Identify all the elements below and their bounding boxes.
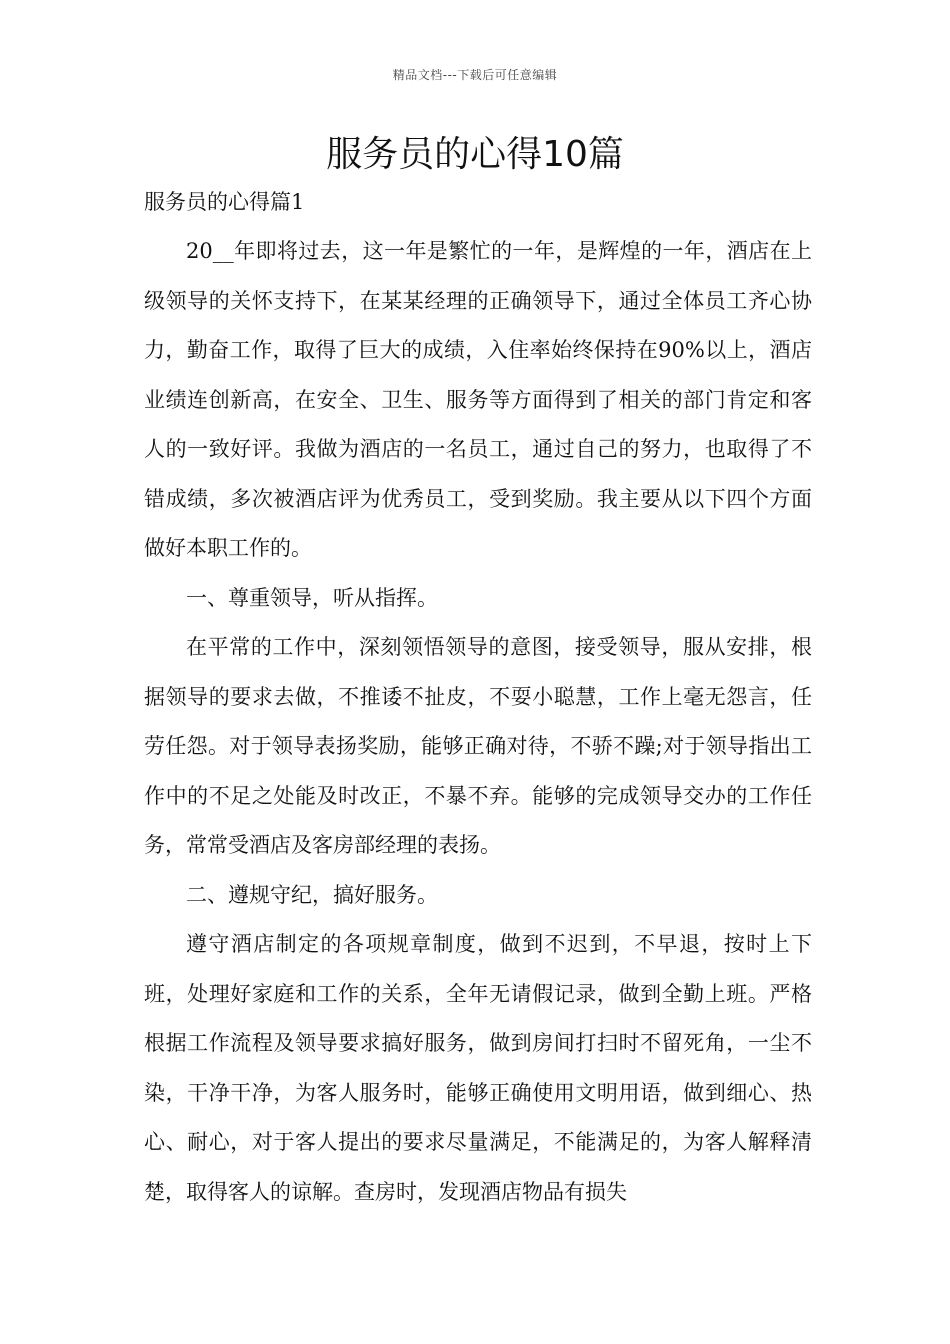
document-title: 服务员的心得10篇 (326, 134, 624, 175)
paragraph-follow-rules: 遵守酒店制定的各项规章制度，做到不迟到，不早退，按时上下班，处理好家庭和工作的关系，全年无请假记录，做到全勤上班。严格根据工作流程及领导要求搞好服务，做到房间打扫时不留死角，一尘不染，干净干净，为客人服务时，能够正确使用文明用语，做到细心、热心、耐心，对于客人提出的要求尽量满足，不能满足的，为客人解释清楚，取得客人的谅解。查房时，发现酒店物品有损失 (144, 932, 812, 1204)
header-note: 精品文档---下载后可任意编辑 (392, 68, 558, 82)
paragraph-respect-leaders: 在平常的工作中，深刻领悟领导的意图，接受领导，服从安排，根据领导的要求去做，不推诿不扯皮，不耍小聪慧，工作上毫无怨言，任劳任怨。对于领导表扬奖励，能够正确对待，不骄不躁;对于领导指出工作中的不足之处能及时改正，不暴不弃。能够的完成领导交办的工作任务，常常受酒店及客房部经理的表扬。 (144, 635, 812, 857)
subheading-follow-rules: 二、遵规守纪，搞好服务。 (186, 882, 438, 907)
section-heading: 服务员的心得篇1 (144, 190, 305, 214)
paragraph-intro: 20__年即将过去，这一年是繁忙的一年，是辉煌的一年，酒店在上级领导的关怀支持下，在某某经理的正确领导下，通过全体员工齐心协力，勤奋工作，取得了巨大的成绩，入住率始终保持在90%以上，酒店业绩连创新高，在安全、卫生、服务等方面得到了相关的部门肯定和客人的一致好评。我做为酒店的一名员工，通过自己的努力，也取得了不错成绩，多次被酒店评为优秀员工，受到奖励。我主要从以下四个方面做好本职工作的。 (144, 239, 812, 560)
body-text (144, 227, 812, 1217)
subheading-respect-leaders: 一、尊重领导，听从指挥。 (186, 585, 438, 610)
